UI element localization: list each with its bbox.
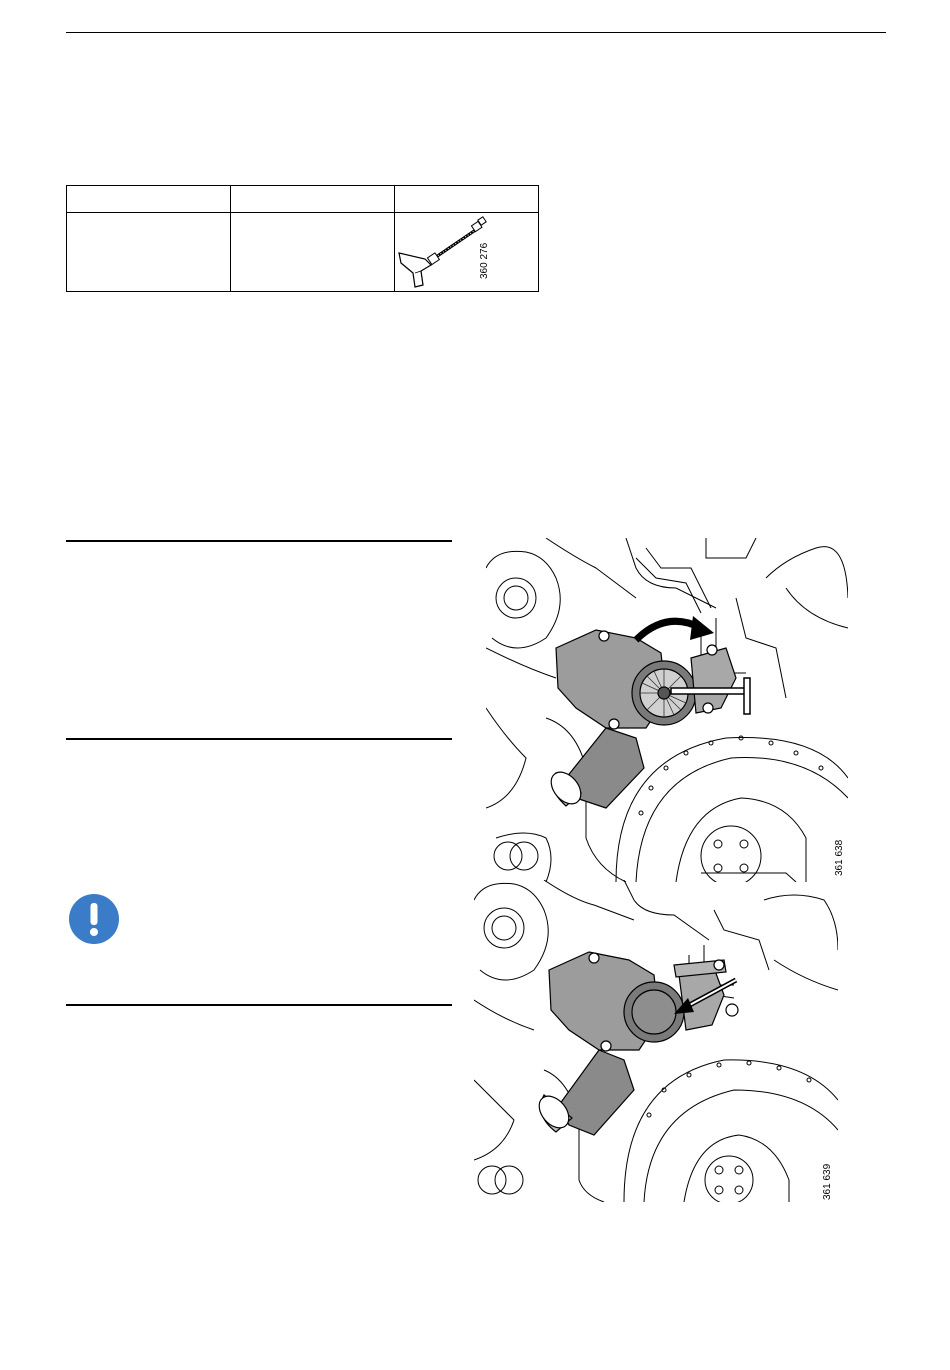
header-rule <box>66 32 886 33</box>
table-header-row <box>67 186 539 213</box>
table-cell <box>67 213 231 292</box>
table-header-cell <box>231 186 395 213</box>
figure-image-number: 361 639 <box>822 1163 833 1200</box>
section-rule <box>66 540 452 542</box>
table-header-cell <box>395 186 539 213</box>
water-pump-cover-illustration <box>474 880 838 1202</box>
section-rule <box>66 1004 452 1006</box>
tool-image-number: 360 276 <box>479 242 490 279</box>
tool-image-cell <box>395 213 539 292</box>
water-pump-removal-illustration <box>486 538 848 882</box>
tool-table <box>66 185 539 292</box>
exclamation-circle-icon <box>68 893 120 945</box>
table-cell <box>231 213 395 292</box>
table-header-cell <box>67 186 231 213</box>
table-row <box>67 213 539 292</box>
section-rule <box>66 738 452 740</box>
figure-image-number: 361 638 <box>834 839 845 876</box>
